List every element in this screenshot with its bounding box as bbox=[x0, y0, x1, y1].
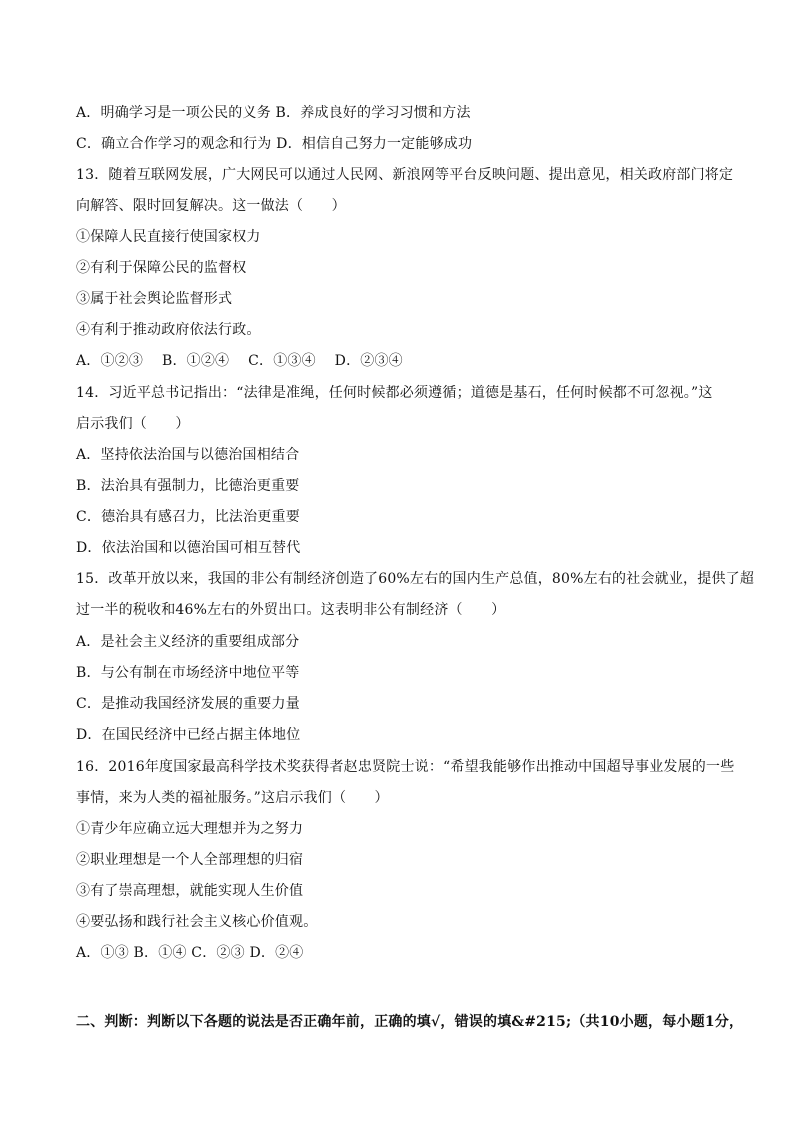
q16-options: A．①③ B．①④ C．②③ D．②④ bbox=[76, 945, 304, 961]
q12-options-cd: C．确立合作学习的观念和行为 D．相信自己努力一定能够成功 bbox=[76, 136, 473, 152]
q14-option-d: D．依法治国和以德治国可相互替代 bbox=[76, 540, 301, 556]
q13-options: A．①②③ B．①②④ C．①③④ D．②③④ bbox=[76, 353, 403, 369]
q13-item-4: ④有利于推动政府依法行政。 bbox=[76, 322, 261, 338]
q14-option-c: C．德治具有感召力，比法治更重要 bbox=[76, 509, 300, 525]
q15-option-b: B．与公有制在市场经济中地位平等 bbox=[76, 665, 300, 681]
q16-item-4: ④要弘扬和践行社会主义核心价值观。 bbox=[76, 914, 318, 930]
q14-option-a: A．坚持依法治国与以德治国相结合 bbox=[76, 447, 300, 463]
q13-stem-line1: 13．随着互联网发展，广大网民可以通过人民网、新浪网等平台反映问题、提出意见，相关政府部门将定 bbox=[76, 167, 734, 183]
q16-item-2: ②职业理想是一个人全部理想的归宿 bbox=[76, 852, 304, 868]
q15-stem-line1: 15．改革开放以来，我国的非公有制经济创造了60%左右的国内生产总值，80%左右的社会就业，提供了超 bbox=[76, 571, 755, 587]
q14-stem-line1: 14．习近平总书记指出：“法律是准绳，任何时候都必须遵循；道德是基石，任何时候都不可忽视。”这 bbox=[76, 385, 713, 401]
q15-option-d: D．在国民经济中已经占据主体地位 bbox=[76, 727, 301, 743]
q16-stem-line1: 16．2016年度国家最高科学技术奖获得者赵忠贤院士说：“希望我能够作出推动中国超导事业发展的一些 bbox=[76, 759, 735, 775]
q14-option-b: B．法治具有强制力，比德治更重要 bbox=[76, 478, 300, 494]
q14-stem-line2: 启示我们（ ） bbox=[76, 416, 190, 432]
q15-stem-line2: 过一半的税收和46%左右的外贸出口。这表明非公有制经济（ ） bbox=[76, 602, 506, 618]
section-2-heading: 二、判断：判断以下各题的说法是否正确年前，正确的填√，错误的填&#215;（共10小题，每小题1分， bbox=[76, 1014, 744, 1030]
q12-options-ab: A．明确学习是一项公民的义务 B．养成良好的学习习惯和方法 bbox=[76, 105, 471, 121]
q13-item-2: ②有利于保障公民的监督权 bbox=[76, 260, 247, 276]
q16-stem-line2: 事情，来为人类的福祉服务。”这启示我们（ ） bbox=[76, 790, 389, 806]
q15-option-a: A．是社会主义经济的重要组成部分 bbox=[76, 634, 300, 650]
q16-item-3: ③有了崇高理想，就能实现人生价值 bbox=[76, 883, 304, 899]
q16-item-1: ①青少年应确立远大理想并为之努力 bbox=[76, 821, 304, 837]
q13-item-3: ③属于社会舆论监督形式 bbox=[76, 291, 233, 307]
q13-item-1: ①保障人民直接行使国家权力 bbox=[76, 229, 261, 245]
q13-stem-line2: 向解答、限时回复解决。这一做法（ ） bbox=[76, 198, 346, 214]
q15-option-c: C．是推动我国经济发展的重要力量 bbox=[76, 696, 300, 712]
